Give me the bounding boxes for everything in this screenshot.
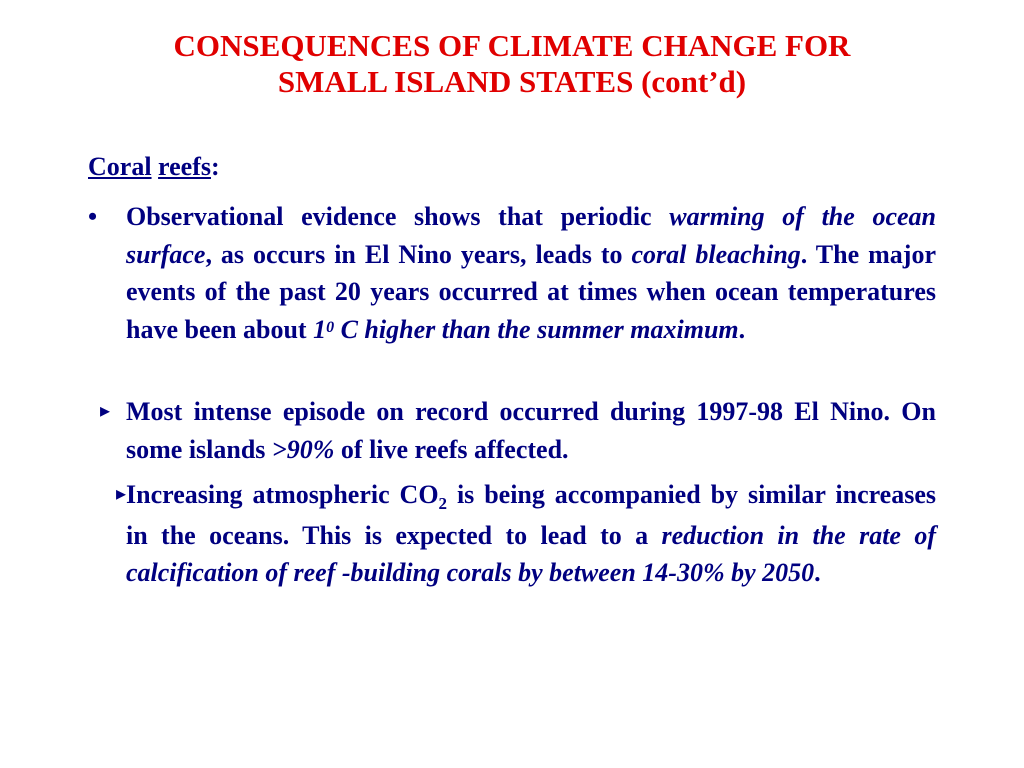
b1-text-1: Observational evidence shows that periodic bbox=[126, 202, 670, 231]
bullet-paragraph-1 bbox=[126, 198, 936, 348]
b1-italic-3-rest: C higher than the summer maximum bbox=[334, 314, 739, 344]
b2-text-1: Most intense episode on record occurred during 1997-98 El Nino. On some islands bbox=[126, 397, 936, 464]
bullet-arrow-icon: ▸ bbox=[100, 400, 111, 422]
section-heading-word-coral: Coral bbox=[88, 152, 152, 181]
b1-italic-3 bbox=[313, 315, 739, 344]
b1-text-2: , as occurs in El Nino years, leads to bbox=[205, 239, 632, 269]
slide-title-line-1: CONSEQUENCES OF CLIMATE CHANGE FOR bbox=[173, 28, 851, 63]
b2-text-2: of live reefs affected. bbox=[334, 434, 569, 464]
b1-italic-1: warming of the ocean surface bbox=[126, 202, 936, 269]
slide-title-line-2: SMALL ISLAND STATES (cont’d) bbox=[277, 64, 747, 99]
b1-text-4: . bbox=[738, 314, 746, 344]
section-heading-colon: : bbox=[210, 152, 220, 181]
b1-text-3: . The major events of the past 20 years occurred at times when ocean temperatures have been about bbox=[126, 239, 936, 344]
b1-italic-3-superscript: 0 bbox=[326, 318, 335, 336]
b3-subscript: 2 bbox=[438, 494, 448, 513]
b3-italic-1: reduction in the rate of calcification of reef -building corals by between 14-30% by 2050 bbox=[126, 520, 936, 587]
b1-italic-3-base: 1 bbox=[313, 314, 327, 344]
b3-text-3: . bbox=[814, 558, 821, 587]
bullet-paragraph-2 bbox=[126, 393, 936, 468]
slide-title bbox=[0, 28, 1024, 100]
bullet-paragraph-3 bbox=[126, 476, 936, 592]
bullet-dot-icon: • bbox=[88, 202, 98, 231]
bullet-arrow-icon: ▸ bbox=[116, 483, 127, 505]
b2-italic-1: >90% bbox=[271, 434, 335, 464]
section-heading-word-reefs: reefs bbox=[158, 152, 211, 181]
section-heading bbox=[88, 152, 220, 182]
b3-text-1: Increasing atmospheric CO bbox=[126, 480, 439, 509]
b3-text-2: is being accompanied by similar increases in the oceans. This is expected to lead to a bbox=[126, 480, 936, 550]
b1-italic-2: coral bleaching bbox=[631, 239, 801, 269]
